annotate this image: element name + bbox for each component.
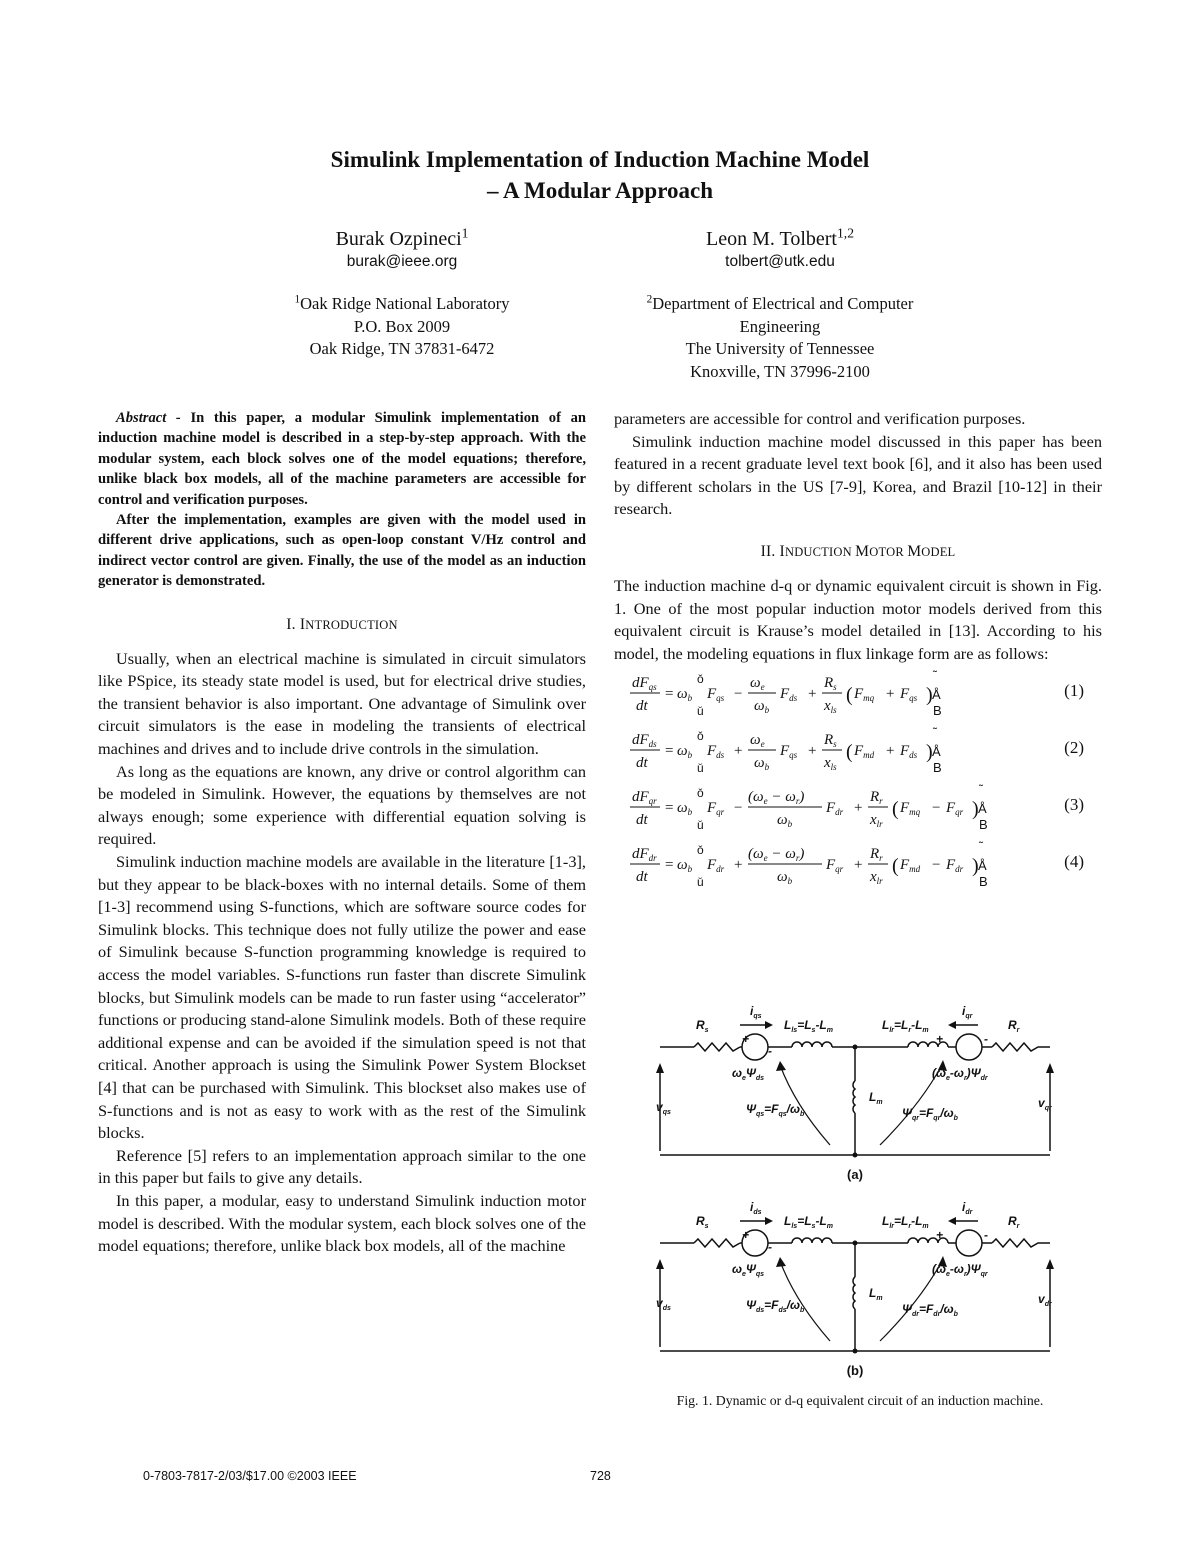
equation-3	[614, 781, 1102, 838]
bracket-tail-top-glyph: ˜	[979, 782, 983, 797]
equation-omega-b: $\omega_b$	[677, 686, 693, 704]
operator-1: −	[734, 800, 743, 817]
paren-term-1: $F_{mq}$	[854, 686, 875, 704]
operator-3: +	[886, 686, 895, 703]
equation-flux-term-1: $F_{qr}$	[707, 800, 725, 818]
circuit-label: (b)	[846, 1363, 864, 1378]
intro-paragraph-2: As long as the equations are known, any drive or control algorithm can be modeled in Simulink. However, the equations by themselves are not always enough; some experience with differential equation solving is required.	[98, 761, 586, 849]
equation-lhs-denominator: dt	[636, 869, 648, 886]
equation-4-number: (4)	[1064, 852, 1084, 872]
title-line-2: – A Modular Approach	[486, 178, 713, 203]
rotor-source-minus: -	[984, 1228, 988, 1242]
stator-current-label: $i_{qs}$	[750, 1004, 762, 1020]
resistance-denominator: $x_{lr}$	[870, 812, 883, 830]
circuit-a-diagram	[620, 995, 1090, 1190]
operator-1: +	[734, 743, 743, 760]
equals-sign: =	[665, 743, 674, 760]
magnetizing-inductance-label: $L_m$	[869, 1286, 883, 1302]
bracket-tail-bottom-glyph: B	[979, 874, 988, 890]
rotor-flux-label: $\Psi_{dr}=F_{dr}/\omega_b$	[902, 1302, 958, 1318]
bracket-top-glyph: ǒ	[697, 843, 704, 858]
paren-term-2: $F_{ds}$	[900, 743, 918, 761]
arrowhead	[948, 1217, 956, 1225]
figure-1-caption: Fig. 1. Dynamic or d-q equivalent circuit of an induction machine.	[676, 1393, 1044, 1408]
paren-open: (	[846, 741, 853, 764]
paren-term-2: $F_{dr}$	[946, 857, 964, 875]
bracket-bottom-glyph: ǔ	[697, 818, 704, 833]
author-block-2	[570, 225, 990, 383]
equations-block	[614, 667, 1102, 895]
stator-source-plus: +	[742, 1032, 750, 1046]
rotor-resistance-label: $R_r$	[1008, 1018, 1020, 1034]
operator-1: +	[734, 857, 743, 874]
fraction-denominator: $\omega_b$	[754, 755, 770, 773]
rotor-source-plus: +	[936, 1228, 944, 1242]
paren-open: (	[892, 855, 899, 878]
operator-1: −	[734, 686, 743, 703]
operator-2: +	[854, 800, 863, 817]
rotor-resistor	[992, 1043, 1050, 1051]
abstract	[98, 408, 586, 592]
author-email-1: burak@ieee.org	[346, 253, 458, 270]
stator-voltage-label: $v_{qs}$	[656, 1100, 671, 1116]
intro-paragraph-1: Usually, when an electrical machine is simulated in circuit simulators like PSpice, its steady state model is used, but for electrical drive studies, the transient behavior is also important. One advantage of Simulink over circuit simulators is the ease in modeling the transients of electrical machines and drives and to include drive controls in the simulation.	[98, 648, 586, 759]
stator-source-plus: +	[742, 1228, 750, 1242]
rotor-leakage-label: $L_{lr}=L_r-L_m$	[882, 1018, 929, 1034]
bracket-tail-mid-glyph: Å	[978, 858, 987, 874]
equation-flux-term-1: $F_{qs}$	[707, 686, 725, 704]
bracket-tail-top-glyph: ˜	[933, 668, 937, 683]
stator-current-label: $i_{ds}$	[750, 1200, 762, 1216]
footer-copyright: 0-7803-7817-2/03/$17.00 ©2003 IEEE	[143, 1469, 357, 1483]
left-column	[98, 408, 586, 1258]
stator-resistor	[694, 1239, 740, 1247]
equation-flux-term-2: $F_{dr}$	[826, 800, 844, 818]
bracket-tail-top-glyph: ˜	[979, 839, 983, 854]
bracket-tail-bottom-glyph: B	[979, 817, 988, 833]
equation-lhs-denominator: dt	[636, 755, 648, 772]
intro-paragraph-5: In this paper, a modular, easy to understand Simulink induction motor model is described. With the modular system, each block solves one of the model equations; therefore, unlike black box models, all of the machine	[98, 1190, 586, 1256]
stator-source-minus: -	[768, 1044, 772, 1058]
resistance-numerator: $R_s$	[824, 732, 837, 750]
bracket-tail-mid-glyph: Å	[932, 744, 941, 760]
magnetizing-inductance-label: $L_m$	[869, 1090, 883, 1106]
equation-omega-b: $\omega_b$	[677, 857, 693, 875]
equation-flux-term-2: $F_{qs}$	[780, 743, 798, 761]
model-paragraph: The induction machine d-q or dynamic equivalent circuit is shown in Fig. 1. One of the most popular induction motor models derived from this equivalent circuit is Krause’s model detailed in [13]. According to his model, the modeling equations in flux linkage form are as follows:	[614, 575, 1102, 663]
equation-omega-b: $\omega_b$	[677, 743, 693, 761]
abstract-paragraph-2: After the implementation, examples are given with the model used in different drive applications, such as open-loop constant V/Hz control and indirect vector control are given. Finally, the use of the model as an induction generator is demonstrated.	[98, 512, 586, 590]
rotor-source-label: $(\omega_e-\omega_r)\Psi_{dr}$	[932, 1066, 988, 1082]
equation-3-formula	[614, 781, 1084, 838]
bracket-bottom-glyph: ǔ	[697, 704, 704, 719]
bracket-tail-mid-glyph: Å	[932, 687, 941, 703]
rotor-current-label: $i_{qr}$	[962, 1004, 973, 1020]
paren-open: (	[846, 684, 853, 707]
right-column	[614, 408, 1102, 895]
resistance-denominator: $x_{ls}$	[824, 698, 837, 716]
equation-4	[614, 838, 1102, 895]
operator-2: +	[808, 686, 817, 703]
bracket-top-glyph: ǒ	[697, 786, 704, 801]
author-email-2: tolbert@utk.edu	[725, 253, 835, 270]
stator-resistance-label: $R_s$	[696, 1018, 709, 1034]
resistance-denominator: $x_{lr}$	[870, 869, 883, 887]
right-paragraph-2: Simulink induction machine model discussed in this paper has been featured in a recent graduate level text book [6], and it also has been used by different scholars in the US [7-9], Korea, and Brazil [10-12] in their research.	[614, 431, 1102, 519]
equation-2-formula	[614, 724, 1084, 781]
fraction-denominator: $\omega_b$	[777, 812, 793, 830]
stator-flux-label: $\Psi_{qs}=F_{qs}/\omega_b$	[746, 1102, 805, 1118]
stator-voltage-label: $v_{ds}$	[656, 1296, 671, 1312]
resistance-numerator: $R_r$	[870, 789, 883, 807]
bracket-top-glyph: ǒ	[697, 672, 704, 687]
arrowhead	[765, 1217, 773, 1225]
arrowhead	[656, 1259, 664, 1269]
paren-term-1: $F_{mq}$	[900, 800, 921, 818]
abstract-paragraph-1: Abstract - In this paper, a modular Simulink implementation of an induction machine model is described in a step-by-step approach. With the modular system, each block solves one of the model equations; therefore, unlike black box models, all of the machine parameters are accessible for control and verification purposes.	[98, 410, 587, 508]
right-paragraph-1: parameters are accessible for control and verification purposes.	[614, 409, 1026, 428]
equation-1-formula	[614, 667, 1084, 724]
equation-flux-term-2: $F_{qr}$	[826, 857, 844, 875]
operator-2: +	[808, 743, 817, 760]
paren-term-1: $F_{md}$	[854, 743, 875, 761]
fraction-numerator: $(\omega_e - \omega_r)$	[748, 846, 805, 864]
paper-title	[150, 144, 1050, 206]
equation-flux-term-1: $F_{ds}$	[707, 743, 725, 761]
equation-1-number: (1)	[1064, 681, 1084, 701]
equals-sign: =	[665, 857, 674, 874]
arrowhead	[1046, 1259, 1054, 1269]
operator-3: −	[932, 857, 941, 874]
paren-close: )	[972, 855, 979, 878]
paren-term-2: $F_{qs}$	[900, 686, 918, 704]
equation-lhs-numerator: $dF_{qs}$	[632, 675, 657, 693]
author-block-1	[192, 225, 612, 361]
stator-source-label: $\omega_e\Psi_{ds}$	[732, 1066, 765, 1082]
fraction-numerator: $\omega_e$	[750, 675, 765, 693]
stator-leakage-label: $L_{ls}=L_s-L_m$	[784, 1214, 833, 1230]
bracket-tail-bottom-glyph: B	[933, 703, 942, 719]
arrowhead	[765, 1021, 773, 1029]
bracket-bottom-glyph: ǔ	[697, 875, 704, 890]
circuit-label: (a)	[847, 1167, 863, 1182]
magnetizing-inductor	[853, 1081, 855, 1113]
operator-3: +	[886, 743, 895, 760]
equals-sign: =	[665, 800, 674, 817]
stator-leakage-inductor	[792, 1238, 832, 1243]
paren-term-1: $F_{md}$	[900, 857, 921, 875]
rotor-source-minus: -	[984, 1032, 988, 1046]
bracket-tail-bottom-glyph: B	[933, 760, 942, 776]
intro-paragraph-3: Simulink induction machine models are available in the literature [1-3], but they appear to be black-boxes with no internal details. Some of them [1-3] recommend using S-functions, which are software source codes for Simulink blocks. This technique does not fully utilize the power and ease of Simulink because S-function programming knowledge is required to access the model variables. S-functions run faster than discrete Simulink blocks, but Simulink models can be made to run faster using “accelerator” functions or producing stand-alone Simulink models. Both of these require additional expense and can be avoided if the simulation speed is not that critical. Another approach is using the Simulink Power System Blockset [4] that can be purchased with Simulink. This blockset also makes use of S-functions and is not as easy to work with as the rest of the Simulink blocks.	[98, 852, 586, 1143]
rotor-resistance-label: $R_r$	[1008, 1214, 1020, 1230]
arrowhead	[656, 1063, 664, 1073]
resistance-numerator: $R_s$	[824, 675, 837, 693]
operator-2: +	[854, 857, 863, 874]
equation-1	[614, 667, 1102, 724]
bracket-tail-top-glyph: ˜	[933, 725, 937, 740]
stator-source-minus: -	[768, 1240, 772, 1254]
section-heading-introduction: I. INTRODUCTION	[286, 615, 398, 633]
stator-source-label: $\omega_e\Psi_{qs}$	[732, 1262, 765, 1278]
stator-flux-label: $\Psi_{ds}=F_{ds}/\omega_b$	[746, 1298, 805, 1314]
rotor-voltage-source	[956, 1230, 982, 1256]
footer-page-number: 728	[590, 1469, 611, 1483]
operator-3: −	[932, 800, 941, 817]
stator-leakage-label: $L_{ls}=L_s-L_m$	[784, 1018, 833, 1034]
figure-1	[620, 995, 1100, 1391]
rotor-source-label: $(\omega_e-\omega_r)\Psi_{qr}$	[932, 1262, 988, 1278]
title-line-1: Simulink Implementation of Induction Machine Model	[330, 147, 870, 172]
stator-resistor	[694, 1043, 740, 1051]
rotor-voltage-label: $v_{dr}$	[1038, 1292, 1052, 1308]
equals-sign: =	[665, 686, 674, 703]
rotor-flux-label: $\Psi_{qr}=F_{qr}/\omega_b$	[902, 1106, 958, 1122]
fraction-numerator: $(\omega_e - \omega_r)$	[748, 789, 805, 807]
stator-resistance-label: $R_s$	[696, 1214, 709, 1230]
rotor-current-label: $i_{dr}$	[962, 1200, 973, 1216]
rotor-voltage-label: $v_{qr}$	[1038, 1096, 1052, 1112]
equation-lhs-numerator: $dF_{dr}$	[632, 846, 657, 864]
equation-3-number: (3)	[1064, 795, 1084, 815]
paren-close: )	[926, 741, 933, 764]
resistance-numerator: $R_r$	[870, 846, 883, 864]
paren-close: )	[926, 684, 933, 707]
equation-lhs-denominator: dt	[636, 698, 648, 715]
arrowhead	[776, 1257, 786, 1267]
equation-4-formula	[614, 838, 1084, 895]
paren-close: )	[972, 798, 979, 821]
arrowhead	[948, 1021, 956, 1029]
author-name-1: Burak Ozpineci$^1$	[335, 225, 469, 250]
section-heading-induction-motor-model: II. INDUCTION MOTOR MODEL	[760, 542, 956, 560]
equation-flux-term-2: $F_{ds}$	[780, 686, 798, 704]
bracket-top-glyph: ǒ	[697, 729, 704, 744]
paren-term-2: $F_{qr}$	[946, 800, 964, 818]
rotor-resistor	[992, 1239, 1050, 1247]
equation-flux-term-1: $F_{dr}$	[707, 857, 725, 875]
magnetizing-inductor	[853, 1277, 855, 1309]
arrowhead	[1046, 1063, 1054, 1073]
equation-lhs-numerator: $dF_{ds}$	[632, 732, 657, 750]
rotor-leakage-label: $L_{lr}=L_r-L_m$	[882, 1214, 929, 1230]
circuit-b-diagram	[620, 1191, 1090, 1386]
equation-lhs-denominator: dt	[636, 812, 648, 829]
arrowhead	[776, 1061, 786, 1071]
stator-leakage-inductor	[792, 1042, 832, 1047]
bracket-tail-mid-glyph: Å	[978, 801, 987, 817]
equation-2-number: (2)	[1064, 738, 1084, 758]
paren-open: (	[892, 798, 899, 821]
fraction-denominator: $\omega_b$	[754, 698, 770, 716]
bracket-bottom-glyph: ǔ	[697, 761, 704, 776]
equation-omega-b: $\omega_b$	[677, 800, 693, 818]
rotor-source-plus: +	[936, 1032, 944, 1046]
rotor-voltage-source	[956, 1034, 982, 1060]
equation-2	[614, 724, 1102, 781]
author-name-2: Leon M. Tolbert$^{1,2}$	[706, 225, 854, 250]
author-affiliation-1: $^1$Oak Ridge National Laboratory P.O. Box 2009 Oak Ridge, TN 37831-6472	[294, 293, 510, 358]
equation-lhs-numerator: $dF_{qr}$	[632, 789, 657, 807]
fraction-denominator: $\omega_b$	[777, 869, 793, 887]
resistance-denominator: $x_{ls}$	[824, 755, 837, 773]
fraction-numerator: $\omega_e$	[750, 732, 765, 750]
intro-paragraph-4: Reference [5] refers to an implementation approach similar to the one in this paper but fails to give any details.	[98, 1145, 586, 1188]
author-affiliation-2: $^2$Department of Electrical and Computer Engineering The University of Tennessee Knoxville, TN 37996-2100	[646, 293, 914, 381]
